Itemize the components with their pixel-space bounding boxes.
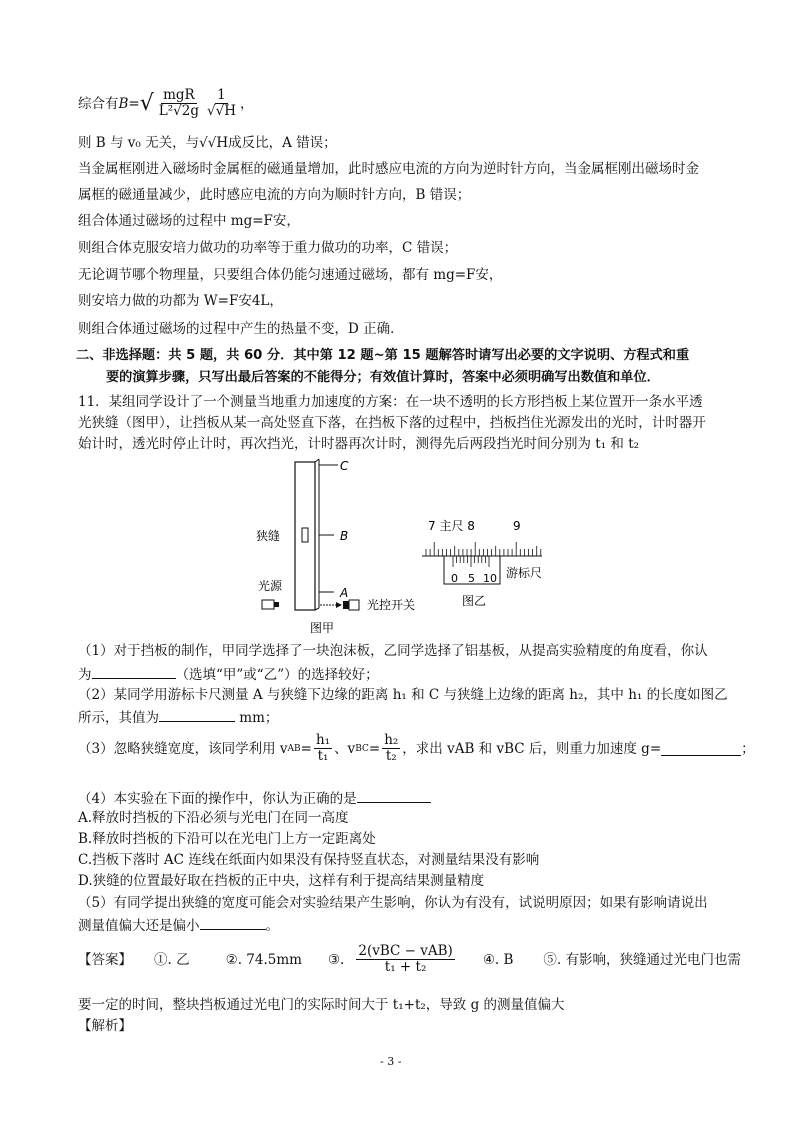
question-text: 始计时，透光时停止计时，再次挡光，计时器再次计时，测得先后两段挡光时间分别为 t₁ 和 t₂: [78, 436, 640, 452]
answer-5: ⑤. 有影响，狭缝通过光电门也需: [543, 951, 742, 968]
figure-jia: [250, 458, 430, 640]
text-line: 属框的磁通量减少，此时感应电流的方向为顺时针方向，B 错误；: [78, 187, 471, 203]
fraction-h: $\frac{1}{√√H}$: [206, 87, 236, 119]
answer-blank-2[interactable]: [159, 707, 235, 722]
answer-2: ②. 74.5mm: [225, 951, 302, 968]
answer-tag: 【答案】: [78, 951, 132, 968]
text-line: 则 B 与 v₀ 无关，与√√H成反比，A 错误；: [78, 135, 337, 151]
main-scale-ticks: [426, 542, 541, 556]
subq-3: （3）忽略狭缝宽度，该同学利用 v AB = $\frac{\text{h₁}}{\text{t₁}}$ 、v BC = $\frac{\text{h₂}}{\text{t₂}}$ ，求出 vAB 和 vBC 后，则重力加速度 g= ；: [78, 732, 755, 764]
option-b: B.释放时挡板的下沿可以在光电门上方一定距离处: [78, 831, 376, 847]
sqrt-sign: √: [139, 90, 154, 116]
subq-4: （4）本实验在下面的操作中，你认为正确的是: [78, 788, 431, 808]
answer-3: ③.: [327, 951, 345, 968]
answer-1: ①. 乙: [154, 951, 190, 968]
answer-blank-1[interactable]: [92, 664, 176, 679]
vernier-5: 5: [468, 572, 475, 585]
text-line: 当金属框刚进入磁场时金属框的磁通量增加，此时感应电流的方向为逆时针方向，当金属框刚出磁场时金: [78, 161, 699, 177]
label-slit: 狭缝: [256, 529, 281, 543]
subq-2-cont: 所示，其值为 mm；: [78, 707, 278, 727]
text-line: 无论调节哪个物理量，只要组合体仍能匀速通过磁场，都有 mg=F安，: [78, 267, 503, 283]
option-c: C.挡板下落时 AC 连线在纸面内如果没有保持竖直状态，对测量结果没有影响: [78, 852, 540, 868]
text-line: 则安培力做的功都为 W=F安4L，: [78, 293, 283, 309]
formula-line: 综合有 B= √ $\frac{\text{mgR}}{\text{L²√2g}}$ $\frac{1}{√√H}$ ，: [78, 87, 254, 119]
option-a: A.释放时挡板的下沿必须与光电门在同一高度: [78, 810, 349, 826]
answer-blank-4[interactable]: [357, 788, 431, 803]
fraction-mgr: $\frac{\text{mgR}}{\text{L²√2g}}$: [158, 87, 199, 119]
vernier-label: 游标尺: [506, 566, 543, 580]
answer-blank-3[interactable]: [661, 741, 741, 756]
section-title: 二、非选择题：共 5 题，共 60 分．其中第 12 题~第 15 题解答时请写出必要的文字说明、方程式和重: [76, 348, 690, 363]
main-scale-label: 7 主尺 8: [428, 519, 475, 533]
subq-1: （1）对于挡板的制作，甲同学选择了一块泡沫板，乙同学选择了铝基板，从提高实验精度的角度看，你认: [78, 643, 708, 659]
question-text: 光狭缝（图甲），让挡板从某一高处竖直下落，在挡板下落的过程中，挡板挡住光源发出的光时，计时器开: [78, 415, 706, 431]
fraction-vab: $\frac{\text{h₁}}{\text{t₁}}$: [315, 732, 331, 764]
vernier-10: 10: [483, 572, 497, 585]
subq-5: （5）有同学提出狭缝的宽度可能会对实验结果产生影响，你认为有没有，试说明原因；如果有影响请说出: [78, 895, 708, 911]
subq-1-cont: 为 （选填“甲”或“乙”）的选择较好；: [78, 664, 379, 684]
subq-5-cont: 测量值偏大还是偏小 。: [78, 915, 279, 935]
page-number: - 3 -: [380, 1055, 402, 1068]
answer-line: [78, 944, 741, 975]
text-line: 则组合体克服安培力做功的功率等于重力做功的功率，C 错误；: [78, 240, 458, 256]
label-switch: 光控开关: [367, 598, 416, 612]
answer-3-fraction: $\frac{\text{2(vBC − vAB)}}{\text{t₁ + t₂}}$: [358, 943, 453, 975]
caption-yi: 图乙: [462, 594, 487, 608]
light-source-icon: [262, 600, 274, 609]
formula-lhs: B=: [118, 95, 140, 112]
slit: [302, 528, 308, 542]
label-b: B: [340, 529, 349, 543]
question-text: 11．某组同学设计了一个测量当地重力加速度的方案：在一块不透明的长方形挡板上某位置开一条水平透: [78, 394, 703, 410]
answer-blank-5[interactable]: [200, 915, 266, 930]
answer-cont: 要一定的时间，整块挡板通过光电门的实际时间大于 t₁+t₂，导致 g 的测量值偏大: [78, 997, 565, 1013]
analysis-tag: 【解析】: [78, 1018, 132, 1034]
label-source: 光源: [258, 579, 283, 593]
subq-2: （2）某同学用游标卡尺测量 A 与狭缝下边缘的距离 h₁ 和 C 与狭缝上边缘的距离 h₂，其中 h₁ 的长度如图乙: [78, 687, 728, 703]
text-line: 则组合体通过磁场的过程中产生的热量不变，D 正确．: [78, 321, 404, 337]
label-a: A: [340, 586, 349, 600]
formula-prefix: 综合有: [78, 95, 119, 112]
option-d: D.狭缝的位置最好取在挡板的正中央，这样有利于提高结果测量精度: [78, 873, 485, 889]
caption-jia: 图甲: [310, 621, 335, 635]
label-c: C: [340, 459, 349, 473]
section-title-cont: 要的演算步骤，只写出最后答案的不能得分；有效值计算时，答案中必须明确写出数值和单位．: [106, 370, 660, 385]
figure-yi: [420, 518, 550, 612]
text-line: 组合体通过磁场的过程中 mg=F安，: [78, 213, 300, 229]
main-scale-9: 9: [513, 519, 521, 533]
fraction-vbc: $\frac{\text{h₂}}{\text{t₂}}$: [384, 732, 399, 764]
receiver-icon: [343, 601, 349, 609]
answer-4: ④. B: [482, 951, 514, 968]
vernier-0: 0: [451, 572, 458, 585]
